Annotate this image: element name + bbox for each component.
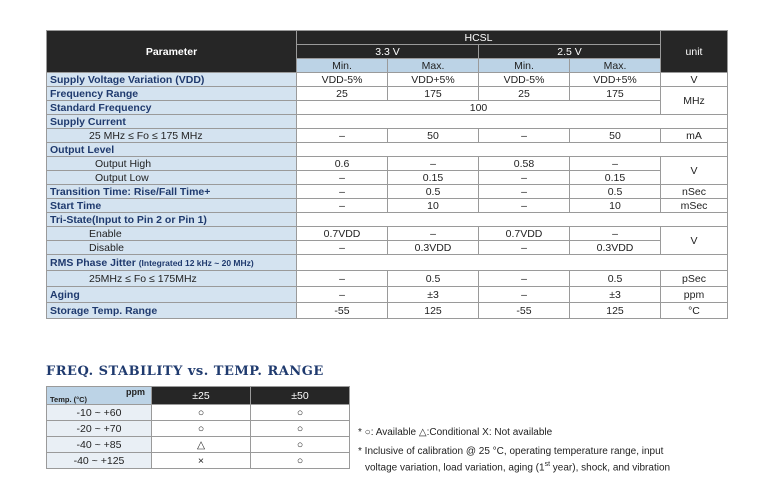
cell-value: 0.5 bbox=[388, 271, 479, 287]
param-sublabel: Enable bbox=[47, 227, 297, 241]
cell-value: – bbox=[479, 171, 570, 185]
spec-table bbox=[46, 30, 728, 319]
cell-value: – bbox=[479, 287, 570, 303]
cell-value: – bbox=[297, 185, 388, 199]
cell-value: 0.7VDD bbox=[479, 227, 570, 241]
v25-header: 2.5 V bbox=[479, 45, 661, 59]
table-row bbox=[47, 227, 728, 241]
inclusive-note-text: voltage variation, load variation, aging (1 bbox=[365, 461, 545, 473]
cell-value: 50 bbox=[388, 129, 479, 143]
cell-value: – bbox=[388, 157, 479, 171]
table-row bbox=[47, 241, 728, 255]
max-header: Max. bbox=[570, 59, 661, 73]
table-row bbox=[47, 101, 728, 115]
param-sublabel: Output High bbox=[47, 157, 297, 171]
cell-value: – bbox=[297, 241, 388, 255]
cell-value: 0.58 bbox=[479, 157, 570, 171]
parameter-header: Parameter bbox=[47, 31, 297, 73]
cell-value: 100 bbox=[297, 101, 661, 115]
cell-value: 0.7VDD bbox=[297, 227, 388, 241]
cell-value: – bbox=[479, 129, 570, 143]
cell-value: -55 bbox=[479, 303, 570, 319]
param-sublabel: Output Low bbox=[47, 171, 297, 185]
cell-value: 0.15 bbox=[388, 171, 479, 185]
availability-symbol: ○ bbox=[251, 437, 350, 453]
table-row bbox=[47, 405, 350, 421]
unit-cell: V bbox=[661, 227, 728, 255]
param-label: Frequency Range bbox=[47, 87, 297, 101]
cell-value: – bbox=[479, 271, 570, 287]
hcsl-header: HCSL bbox=[297, 31, 661, 45]
cell-value: – bbox=[388, 227, 479, 241]
param-label bbox=[47, 255, 297, 271]
availability-symbol: ○ bbox=[251, 453, 350, 469]
ordinal-suffix: st bbox=[544, 460, 551, 468]
param-label: Output Level bbox=[47, 143, 297, 157]
table-row bbox=[47, 213, 728, 227]
min-header: Min. bbox=[297, 59, 388, 73]
column-header: ±50 bbox=[251, 387, 350, 405]
cell-value: 0.3VDD bbox=[388, 241, 479, 255]
cell-value: 125 bbox=[388, 303, 479, 319]
cell-value: 0.5 bbox=[570, 271, 661, 287]
temp-label: Temp. (°C) bbox=[50, 395, 88, 404]
table-row bbox=[47, 157, 728, 171]
corner-header bbox=[47, 387, 152, 405]
cell-value: 50 bbox=[570, 129, 661, 143]
inclusive-note-line1: * Inclusive of calibration @ 25 °C, operating temperature range, input bbox=[358, 446, 664, 457]
max-header: Max. bbox=[388, 59, 479, 73]
cell-value: 25 bbox=[479, 87, 570, 101]
table-row bbox=[47, 87, 728, 101]
unit-cell: °C bbox=[661, 303, 728, 319]
table-row bbox=[47, 437, 350, 453]
cell-value: – bbox=[297, 287, 388, 303]
cell-value: – bbox=[570, 227, 661, 241]
param-label: Standard Frequency bbox=[47, 101, 297, 115]
cell-value: 0.5 bbox=[388, 185, 479, 199]
unit-cell: pSec bbox=[661, 271, 728, 287]
unit-header: unit bbox=[661, 31, 728, 73]
cell-value: VDD+5% bbox=[388, 73, 479, 87]
cell-value: – bbox=[479, 241, 570, 255]
unit-cell: MHz bbox=[661, 87, 728, 115]
cell-value: 175 bbox=[388, 87, 479, 101]
cell-value: 0.3VDD bbox=[570, 241, 661, 255]
availability-symbol: × bbox=[152, 453, 251, 469]
param-label: Transition Time: Rise/Fall Time+ bbox=[47, 185, 297, 199]
unit-cell: mSec bbox=[661, 199, 728, 213]
param-label: Supply Current bbox=[47, 115, 297, 129]
ppm-label: ppm bbox=[126, 387, 145, 397]
cell-value: 0.15 bbox=[570, 171, 661, 185]
availability-symbol: ○ bbox=[251, 405, 350, 421]
unit-cell: V bbox=[661, 73, 728, 87]
freq-stability-title: FREQ. STABILITY vs. TEMP. RANGE bbox=[46, 364, 324, 379]
cell-value: ±3 bbox=[570, 287, 661, 303]
freq-stability-table bbox=[46, 386, 350, 469]
cell-value: – bbox=[297, 171, 388, 185]
cell-value: 125 bbox=[570, 303, 661, 319]
unit-cell: nSec bbox=[661, 185, 728, 199]
cell-value: – bbox=[479, 199, 570, 213]
cell-value: 0.6 bbox=[297, 157, 388, 171]
inclusive-note-text: year), shock, and vibration bbox=[550, 461, 671, 473]
table-row bbox=[47, 453, 350, 469]
cell-value: 10 bbox=[570, 199, 661, 213]
table-row bbox=[47, 199, 728, 213]
cell-value: – bbox=[297, 129, 388, 143]
cell-value: – bbox=[479, 185, 570, 199]
inclusive-note bbox=[358, 446, 718, 474]
cell-value: ±3 bbox=[388, 287, 479, 303]
param-sublabel: 25 MHz ≤ Fo ≤ 175 MHz bbox=[47, 129, 297, 143]
availability-symbol: ○ bbox=[152, 405, 251, 421]
table-row bbox=[47, 287, 728, 303]
cell-value: VDD+5% bbox=[570, 73, 661, 87]
cell-value: VDD-5% bbox=[479, 73, 570, 87]
table-row bbox=[47, 421, 350, 437]
unit-cell: mA bbox=[661, 129, 728, 143]
param-label: Tri-State(Input to Pin 2 or Pin 1) bbox=[47, 213, 297, 227]
table-row bbox=[47, 143, 728, 157]
unit-cell: V bbox=[661, 157, 728, 185]
table-row bbox=[47, 129, 728, 143]
phase-jitter-label: RMS Phase Jitter bbox=[50, 256, 136, 269]
cell-value: 175 bbox=[570, 87, 661, 101]
param-label: Supply Voltage Variation (VDD) bbox=[47, 73, 297, 87]
temp-range: -40 ~ +125 bbox=[47, 453, 152, 469]
cell-value: 0.5 bbox=[570, 185, 661, 199]
table-row bbox=[47, 171, 728, 185]
param-sublabel: 25MHz ≤ Fo ≤ 175MHz bbox=[47, 271, 297, 287]
temp-range: -20 ~ +70 bbox=[47, 421, 152, 437]
temp-range: -10 ~ +60 bbox=[47, 405, 152, 421]
param-label: Storage Temp. Range bbox=[47, 303, 297, 319]
table-row bbox=[47, 255, 728, 271]
availability-symbol: ○ bbox=[152, 421, 251, 437]
table-row bbox=[47, 271, 728, 287]
legend-note: * ○: Available △:Conditional X: Not available bbox=[358, 427, 553, 438]
table-row bbox=[47, 73, 728, 87]
v33-header: 3.3 V bbox=[297, 45, 479, 59]
cell-value: – bbox=[297, 199, 388, 213]
table-row bbox=[47, 185, 728, 199]
column-header: ±25 bbox=[152, 387, 251, 405]
table-row bbox=[47, 303, 728, 319]
cell-value: -55 bbox=[297, 303, 388, 319]
min-header: Min. bbox=[479, 59, 570, 73]
cell-value: 10 bbox=[388, 199, 479, 213]
inclusive-note-line2 bbox=[358, 459, 718, 475]
unit-cell: ppm bbox=[661, 287, 728, 303]
availability-symbol: ○ bbox=[251, 421, 350, 437]
param-label: Aging bbox=[47, 287, 297, 303]
temp-range: -40 ~ +85 bbox=[47, 437, 152, 453]
cell-value: – bbox=[570, 157, 661, 171]
cell-value: – bbox=[297, 271, 388, 287]
cell-value: 25 bbox=[297, 87, 388, 101]
param-sublabel: Disable bbox=[47, 241, 297, 255]
availability-symbol: △ bbox=[152, 437, 251, 453]
param-label: Start Time bbox=[47, 199, 297, 213]
cell-value: VDD-5% bbox=[297, 73, 388, 87]
table-row bbox=[47, 115, 728, 129]
phase-jitter-condition: (Integrated 12 kHz ~ 20 MHz) bbox=[138, 257, 254, 268]
